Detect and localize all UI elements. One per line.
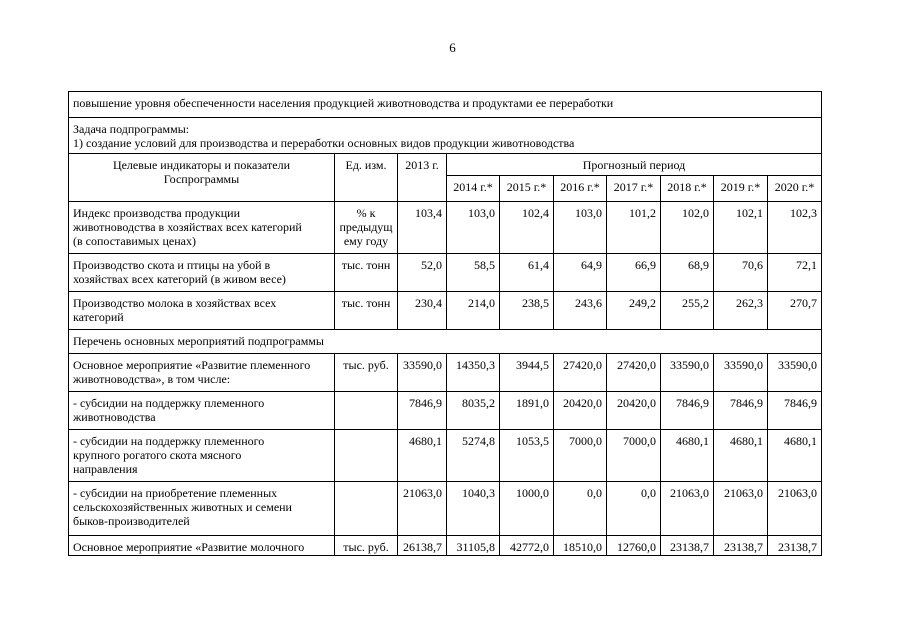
- unit-cell: тыс. тонн: [335, 292, 398, 330]
- value-2013: 52,0: [398, 254, 447, 292]
- value-forecast: 27420,0: [554, 354, 607, 392]
- measure-row: [69, 482, 822, 536]
- measure-row: [69, 536, 822, 556]
- value-forecast: 4680,1: [661, 430, 714, 482]
- goal-text: повышение уровня обеспеченности населения продукцией животноводства и продуктами ее переработки: [69, 92, 822, 118]
- value-forecast: 68,9: [661, 254, 714, 292]
- unit-cell: тыс. руб.: [335, 536, 398, 556]
- header-year: 2020 г.*: [768, 176, 822, 202]
- value-forecast: 1040,3: [447, 482, 500, 536]
- unit-cell: % к предыдущ ему году: [335, 202, 398, 254]
- indicator-name: Индекс производства продукции животноводства в хозяйствах всех категорий (в сопоставимых ценах): [69, 202, 335, 254]
- value-forecast: 249,2: [607, 292, 661, 330]
- value-forecast: 103,0: [447, 202, 500, 254]
- value-forecast: 7000,0: [554, 430, 607, 482]
- value-2013: 21063,0: [398, 482, 447, 536]
- value-forecast: 14350,3: [447, 354, 500, 392]
- value-forecast: 23138,7: [661, 536, 714, 556]
- indicator-row: [69, 202, 822, 254]
- value-forecast: 270,7: [768, 292, 822, 330]
- value-forecast: 4680,1: [714, 430, 768, 482]
- value-forecast: 101,2: [607, 202, 661, 254]
- measure-name: - субсидии на приобретение племенных сельскохозяйственных животных и семени быков-производителей: [69, 482, 335, 536]
- value-forecast: 0,0: [554, 482, 607, 536]
- value-forecast: 64,9: [554, 254, 607, 292]
- value-forecast: 103,0: [554, 202, 607, 254]
- value-2013: 103,4: [398, 202, 447, 254]
- value-forecast: 70,6: [714, 254, 768, 292]
- value-forecast: 12760,0: [607, 536, 661, 556]
- value-forecast: 61,4: [500, 254, 554, 292]
- value-forecast: 7846,9: [661, 392, 714, 430]
- measures-heading-row: [69, 330, 822, 354]
- value-forecast: 102,4: [500, 202, 554, 254]
- header-year: 2018 г.*: [661, 176, 714, 202]
- value-2013: 230,4: [398, 292, 447, 330]
- indicator-name: Производство скота и птицы на убой в хозяйствах всех категорий (в живом весе): [69, 254, 335, 292]
- indicator-row: [69, 254, 822, 292]
- value-forecast: 20420,0: [554, 392, 607, 430]
- value-forecast: 4680,1: [768, 430, 822, 482]
- value-2013: 7846,9: [398, 392, 447, 430]
- measures-heading: Перечень основных мероприятий подпрограммы: [69, 330, 822, 354]
- task-cell: [69, 118, 822, 154]
- value-forecast: 58,5: [447, 254, 500, 292]
- indicator-row: [69, 292, 822, 330]
- value-forecast: 214,0: [447, 292, 500, 330]
- task-text: 1) создание условий для производства и переработки основных видов продукции животноводства: [73, 136, 575, 150]
- value-forecast: 27420,0: [607, 354, 661, 392]
- value-forecast: 255,2: [661, 292, 714, 330]
- value-forecast: 0,0: [607, 482, 661, 536]
- header-indicator: Целевые индикаторы и показатели Госпрограммы: [69, 154, 335, 202]
- header-unit: Ед. изм.: [335, 154, 398, 202]
- unit-cell: тыс. руб.: [335, 354, 398, 392]
- measure-row: [69, 430, 822, 482]
- value-forecast: 20420,0: [607, 392, 661, 430]
- value-forecast: 42772,0: [500, 536, 554, 556]
- measure-row: [69, 354, 822, 392]
- value-forecast: 66,9: [607, 254, 661, 292]
- value-forecast: 7846,9: [768, 392, 822, 430]
- value-forecast: 1000,0: [500, 482, 554, 536]
- value-forecast: 18510,0: [554, 536, 607, 556]
- value-forecast: 7846,9: [714, 392, 768, 430]
- value-forecast: 33590,0: [768, 354, 822, 392]
- unit-cell: тыс. тонн: [335, 254, 398, 292]
- unit-cell: [335, 430, 398, 482]
- value-forecast: 1891,0: [500, 392, 554, 430]
- header-year: 2014 г.*: [447, 176, 500, 202]
- value-forecast: 23138,7: [768, 536, 822, 556]
- value-forecast: 102,1: [714, 202, 768, 254]
- value-forecast: 21063,0: [661, 482, 714, 536]
- subprogram-table: [68, 91, 822, 556]
- value-forecast: 31105,8: [447, 536, 500, 556]
- value-forecast: 243,6: [554, 292, 607, 330]
- value-forecast: 21063,0: [768, 482, 822, 536]
- unit-cell: [335, 392, 398, 430]
- header-year: 2015 г.*: [500, 176, 554, 202]
- task-label: Задача подпрограммы:: [73, 122, 190, 136]
- header-year: 2019 г.*: [714, 176, 768, 202]
- unit-cell: [335, 482, 398, 536]
- header-year: 2016 г.*: [554, 176, 607, 202]
- value-2013: 26138,7: [398, 536, 447, 556]
- indicator-name: Производство молока в хозяйствах всех категорий: [69, 292, 335, 330]
- value-forecast: 21063,0: [714, 482, 768, 536]
- task-row: [69, 118, 822, 154]
- measure-name: - субсидии на поддержку племенного животноводства: [69, 392, 335, 430]
- measure-row: [69, 392, 822, 430]
- value-2013: 4680,1: [398, 430, 447, 482]
- measure-name: - субсидии на поддержку племенного крупного рогатого скота мясного направления: [69, 430, 335, 482]
- value-forecast: 72,1: [768, 254, 822, 292]
- value-forecast: 33590,0: [661, 354, 714, 392]
- value-2013: 33590,0: [398, 354, 447, 392]
- goal-row: [69, 92, 822, 118]
- value-forecast: 3944,5: [500, 354, 554, 392]
- value-forecast: 102,3: [768, 202, 822, 254]
- value-forecast: 5274,8: [447, 430, 500, 482]
- value-forecast: 1053,5: [500, 430, 554, 482]
- value-forecast: 7000,0: [607, 430, 661, 482]
- value-forecast: 23138,7: [714, 536, 768, 556]
- page-number: 6: [449, 40, 456, 55]
- value-forecast: 102,0: [661, 202, 714, 254]
- value-forecast: 238,5: [500, 292, 554, 330]
- value-forecast: 33590,0: [714, 354, 768, 392]
- value-forecast: 262,3: [714, 292, 768, 330]
- header-year: 2017 г.*: [607, 176, 661, 202]
- measure-name: Основное мероприятие «Развитие молочного: [69, 536, 335, 556]
- header-forecast: Прогнозный период: [447, 154, 822, 176]
- value-forecast: 8035,2: [447, 392, 500, 430]
- header-base-year: 2013 г.: [398, 154, 447, 202]
- header-row: [69, 154, 822, 176]
- measure-name: Основное мероприятие «Развитие племенного животноводства», в том числе:: [69, 354, 335, 392]
